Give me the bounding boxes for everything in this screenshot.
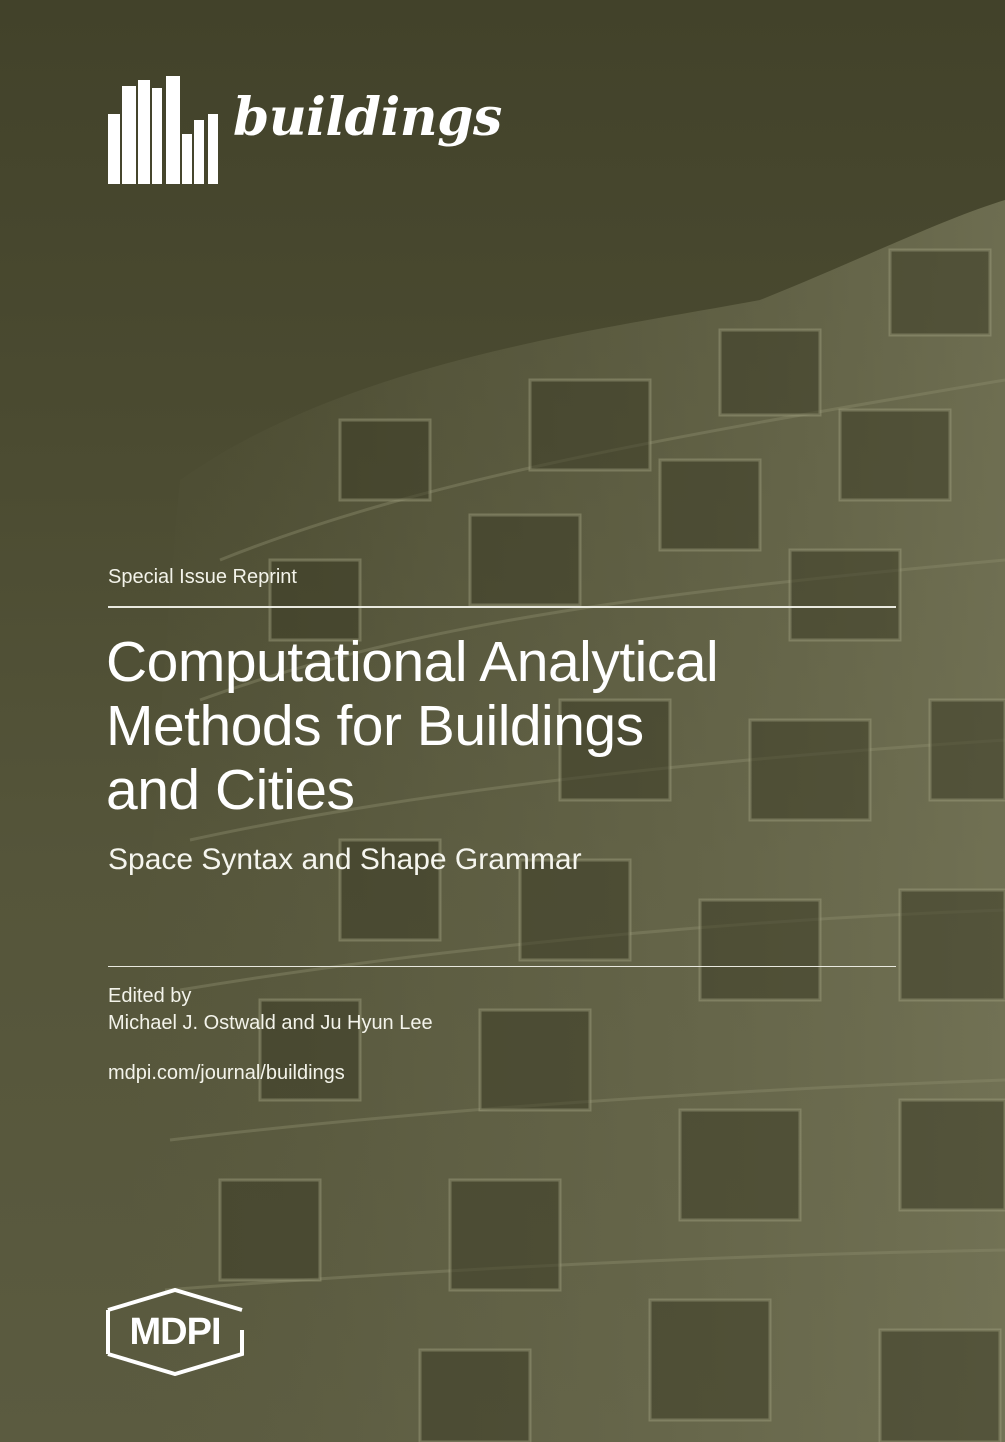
- divider-top: [108, 606, 896, 608]
- title-line: Computational Analytical: [106, 630, 719, 694]
- book-title: [106, 630, 886, 822]
- buildings-bars-icon: [108, 76, 220, 184]
- editors: Michael J. Ostwald and Ju Hyun Lee: [108, 1012, 433, 1034]
- edited-by-label: Edited by: [108, 985, 192, 1007]
- journal-url: mdpi.com/journal/buildings: [108, 1062, 345, 1084]
- divider-bottom: [108, 966, 896, 967]
- journal-name: buildings: [233, 87, 502, 148]
- title-line: and Cities: [106, 758, 355, 822]
- book-subtitle: Space Syntax and Shape Grammar: [108, 843, 582, 876]
- title-line: Methods for Buildings: [106, 694, 644, 758]
- publisher-name: MDPI: [129, 1311, 221, 1353]
- series-label: Special Issue Reprint: [108, 566, 297, 588]
